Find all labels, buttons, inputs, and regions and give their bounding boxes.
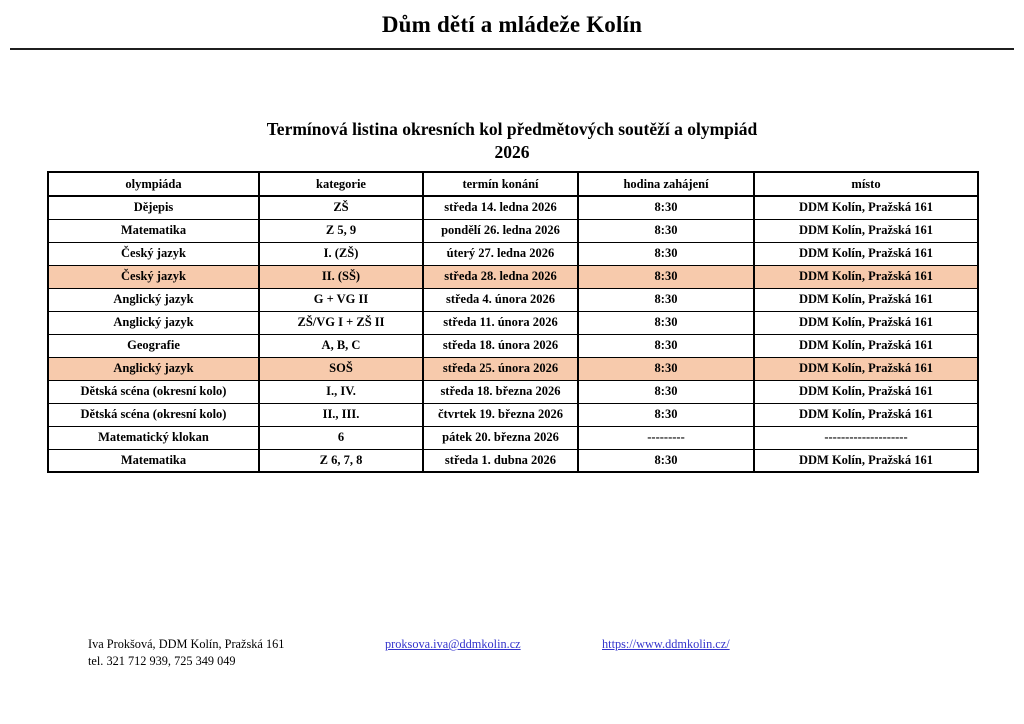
table-cell: 8:30	[578, 219, 754, 242]
table-cell: DDM Kolín, Pražská 161	[754, 265, 978, 288]
table-cell: DDM Kolín, Pražská 161	[754, 219, 978, 242]
table-cell: DDM Kolín, Pražská 161	[754, 334, 978, 357]
table-cell: Geografie	[48, 334, 259, 357]
table-cell: úterý 27. ledna 2026	[423, 242, 578, 265]
table-row	[48, 265, 978, 288]
table-cell: Dějepis	[48, 196, 259, 219]
table-cell: 8:30	[578, 403, 754, 426]
table-cell: pondělí 26. ledna 2026	[423, 219, 578, 242]
table-cell: středa 28. ledna 2026	[423, 265, 578, 288]
table-cell: SOŠ	[259, 357, 423, 380]
table-cell: čtvrtek 19. března 2026	[423, 403, 578, 426]
table-cell: DDM Kolín, Pražská 161	[754, 311, 978, 334]
table-cell: 8:30	[578, 265, 754, 288]
table-cell: 8:30	[578, 311, 754, 334]
contact-line1: Iva Prokšová, DDM Kolín, Pražská 161	[88, 637, 285, 651]
table-cell: 6	[259, 426, 423, 449]
table-cell: II., III.	[259, 403, 423, 426]
table-cell: středa 1. dubna 2026	[423, 449, 578, 472]
table-cell: DDM Kolín, Pražská 161	[754, 403, 978, 426]
table-cell: Anglický jazyk	[48, 357, 259, 380]
table-row	[48, 380, 978, 403]
doc-title-line2: 2026	[494, 142, 530, 162]
doc-title	[0, 118, 1024, 164]
table-row	[48, 334, 978, 357]
table-cell: středa 25. února 2026	[423, 357, 578, 380]
table-cell: Matematika	[48, 219, 259, 242]
table-cell: Dětská scéna (okresní kolo)	[48, 403, 259, 426]
table-cell: DDM Kolín, Pražská 161	[754, 196, 978, 219]
table-cell: ---------	[578, 426, 754, 449]
doc-title-line1: Termínová listina okresních kol předmětových soutěží a olympiád	[266, 119, 758, 139]
website-link[interactable]: https://www.ddmkolin.cz/	[602, 637, 730, 651]
table-cell: A, B, C	[259, 334, 423, 357]
schedule-table	[47, 171, 979, 473]
email-link[interactable]: proksova.iva@ddmkolin.cz	[385, 637, 521, 651]
table-cell: G + VG II	[259, 288, 423, 311]
table-cell: DDM Kolín, Pražská 161	[754, 449, 978, 472]
table-cell: středa 18. března 2026	[423, 380, 578, 403]
table-row	[48, 242, 978, 265]
table-cell: DDM Kolín, Pražská 161	[754, 380, 978, 403]
table-cell: ZŠ	[259, 196, 423, 219]
table-row	[48, 311, 978, 334]
table-cell: středa 11. února 2026	[423, 311, 578, 334]
table-header-row	[48, 172, 978, 196]
table-cell: Anglický jazyk	[48, 311, 259, 334]
table-cell: 8:30	[578, 449, 754, 472]
table-row	[48, 357, 978, 380]
org-title: Dům dětí a mládeže Kolín	[381, 12, 643, 37]
table-cell: Anglický jazyk	[48, 288, 259, 311]
table-cell: DDM Kolín, Pražská 161	[754, 242, 978, 265]
header-divider	[10, 48, 1014, 50]
table-cell: ZŠ/VG I + ZŠ II	[259, 311, 423, 334]
table-row	[48, 288, 978, 311]
contact-line2: tel. 321 712 939, 725 349 049	[88, 654, 236, 668]
table-cell: 8:30	[578, 288, 754, 311]
table-cell: DDM Kolín, Pražská 161	[754, 357, 978, 380]
table-cell: Dětská scéna (okresní kolo)	[48, 380, 259, 403]
column-header-termin: termín konání	[423, 172, 578, 196]
column-header-misto: místo	[754, 172, 978, 196]
table-cell: středa 18. února 2026	[423, 334, 578, 357]
table-row	[48, 449, 978, 472]
table-cell: Český jazyk	[48, 265, 259, 288]
contact-block	[88, 636, 284, 670]
table-row	[48, 219, 978, 242]
table-cell: I., IV.	[259, 380, 423, 403]
table-cell: 8:30	[578, 380, 754, 403]
table-cell: DDM Kolín, Pražská 161	[754, 288, 978, 311]
table-cell: Z 6, 7, 8	[259, 449, 423, 472]
table-cell: 8:30	[578, 196, 754, 219]
table-cell: Český jazyk	[48, 242, 259, 265]
table-cell: 8:30	[578, 334, 754, 357]
column-header-olympiada: olympiáda	[48, 172, 259, 196]
table-cell: Matematický klokan	[48, 426, 259, 449]
table-cell: --------------------	[754, 426, 978, 449]
table-cell: Z 5, 9	[259, 219, 423, 242]
column-header-hodina: hodina zahájení	[578, 172, 754, 196]
table-cell: Matematika	[48, 449, 259, 472]
table-row	[48, 196, 978, 219]
table-row	[48, 403, 978, 426]
table-cell: 8:30	[578, 242, 754, 265]
column-header-kategorie: kategorie	[259, 172, 423, 196]
table-cell: středa 14. ledna 2026	[423, 196, 578, 219]
table-cell: středa 4. února 2026	[423, 288, 578, 311]
table-row	[48, 426, 978, 449]
table-cell: II. (SŠ)	[259, 265, 423, 288]
table-cell: I. (ZŠ)	[259, 242, 423, 265]
table-cell: pátek 20. března 2026	[423, 426, 578, 449]
table-cell: 8:30	[578, 357, 754, 380]
